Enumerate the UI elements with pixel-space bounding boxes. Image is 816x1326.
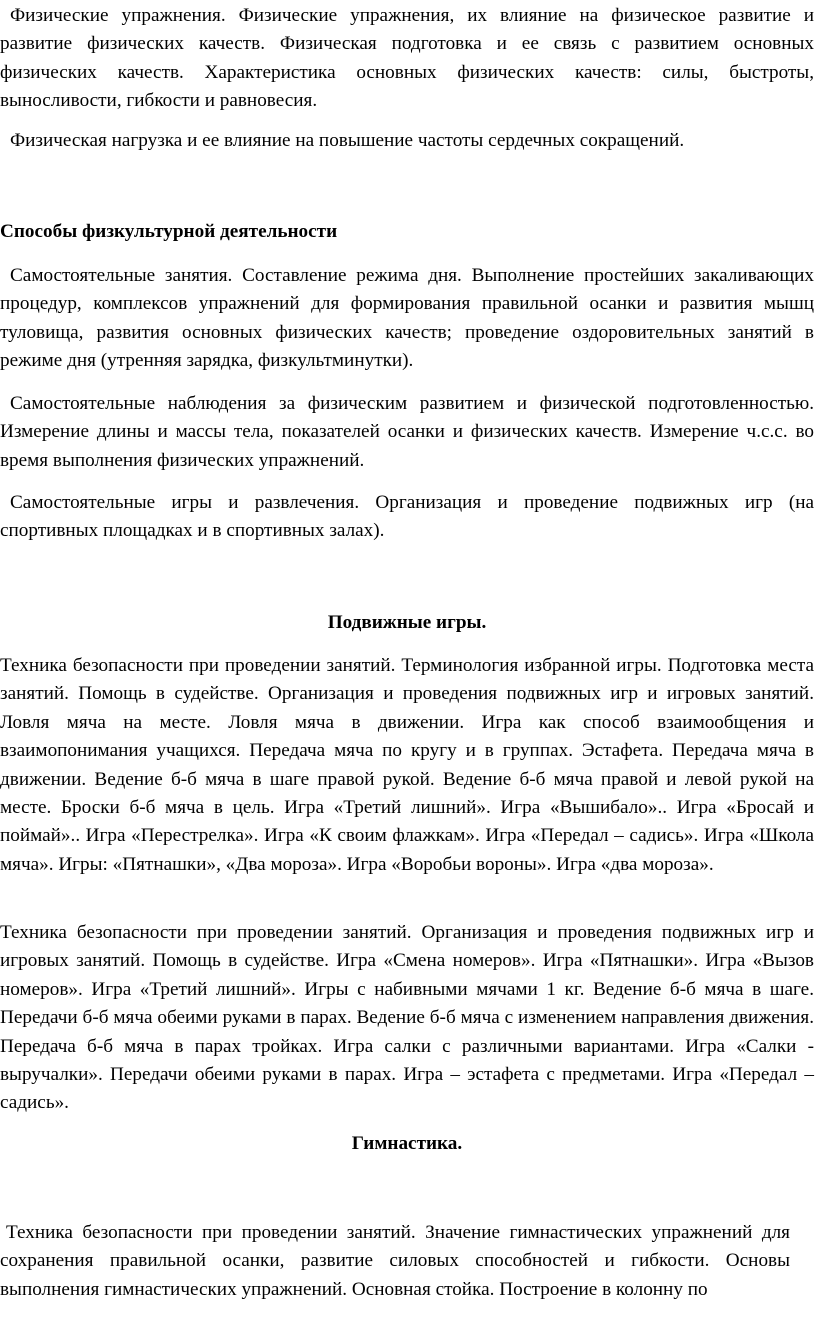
paragraph-independent-classes: Самостоятельные занятия. Составление режима дня. Выполнение простейших закаливающих процедур, комплексов упражнений для формирования правильной осанки и развития мышц туловища, развития основных физических качеств; проведение оздоровительных занятий в режиме дня (утренняя зарядка, физкультминутки).: [0, 265, 814, 372]
paragraph-independent-observations: Самостоятельные наблюдения за физическим развитием и физической подготовленностью. Измерение длины и массы тела, показателей осанки и физических качеств. Измерение ч.с.с. во время выполнения физических упражнений.: [0, 393, 814, 471]
paragraph-outdoor-games-2: Техника безопасности при проведении занятий. Организация и проведения подвижных игр и игровых занятий. Помощь в судействе. Игра «Смена номеров». Игра «Пятнашки». Игра «Вызов номеров». Игра «Третий лишний». Игры с набивными мячами 1 кг. Ведение б-б мяча в шаге. Передачи б-б мяча обеими руками в парах. Ведение б-б мяча с изменением направления движения. Передача б-б мяча в парах тройках. Игра салки с различными вариантами. Игра «Салки - выручалки». Передачи обеими руками в парах. Игра – эстафета с предметами. Игра «Передал – садись».: [0, 922, 814, 1114]
paragraph-outdoor-games-1: Техника безопасности при проведении занятий. Терминология избранной игры. Подготовка места занятий. Помощь в судействе. Организация и проведения подвижных игр и игровых занятий. Ловля мяча на месте. Ловля мяча в движении. Игра как способ взаимообщения и взаимопонимания учащихся. Передача мяча по кругу и в группах. Эстафета. Передача мяча в движении. Ведение б-б мяча в шаге правой рукой. Ведение б-б мяча правой и левой рукой на месте. Броски б-б мяча в цель. Игра «Третий лишний». Игра «Вышибало».. Игра «Бросай и поймай».. Игра «Перестрелка». Игра «К своим флажкам». Игра «Передал – садись». Игра «Школа мяча». Игры: «Пятнашки», «Два мороза». Игра «Воробьи вороны». Игра «два мороза».: [0, 655, 814, 875]
section-heading-gymnastics: Гимнастика.: [351, 1133, 463, 1154]
paragraph-physical-load: Физическая нагрузка и ее влияние на повышение частоты сердечных сокращений.: [10, 130, 685, 151]
paragraph-gymnastics: Техника безопасности при проведении занятий. Значение гимнастических упражнений для сохранения правильной осанки, развитие силовых способностей и гибкости. Основы выполнения гимнастических упражнений. Основная стойка. Построение в колонну по: [0, 1222, 790, 1300]
paragraph-physical-exercises: Физические упражнения. Физические упражнения, их влияние на физическое развитие и развитие физических качеств. Физическая подготовка и ее связь с развитием основных физических качеств. Характеристика основных физических качеств: силы, быстроты, выносливости, гибкости и равновесия.: [0, 5, 814, 112]
section-heading-activity-methods: Способы физкультурной деятельности: [0, 221, 338, 242]
section-heading-outdoor-games: Подвижные игры.: [327, 612, 487, 633]
paragraph-independent-games: Самостоятельные игры и развлечения. Организация и проведение подвижных игр (на спортивных площадках и в спортивных залах).: [0, 492, 814, 542]
